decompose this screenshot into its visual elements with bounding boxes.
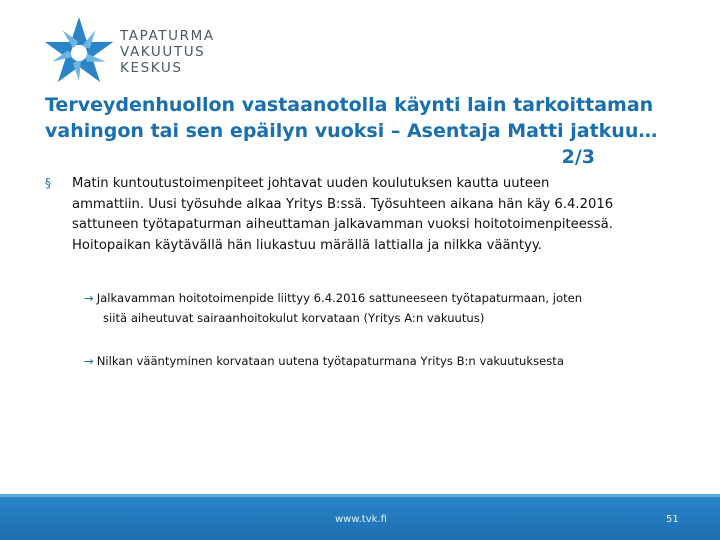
arrow-right-icon: →	[84, 291, 94, 305]
title-line-1: Terveydenhuollon vastaanotolla käynti lain tarkoittaman	[45, 94, 654, 116]
subpoint-text: siitä aiheutuvat sairaanhoitokulut korvataan (Yritys A:n vakuutus)	[103, 310, 485, 325]
subpoint-2	[84, 352, 704, 372]
subpoint-1	[84, 289, 704, 328]
subpoint-text: Jalkavamman hoitotoimenpide liittyy 6.4.2016 sattuneeseen työtapaturmaan, joten	[96, 291, 583, 305]
bullet-line: Hoitopaikan käytävällä hän liukastuu märällä lattialla ja nilkka vääntyy.	[72, 237, 542, 253]
footer-page-number: 51	[666, 514, 679, 525]
logo-line-2: VAKUUTUS	[120, 44, 206, 60]
logo-line-1: TAPATURMA	[120, 28, 215, 44]
logo-wordmark	[120, 28, 215, 76]
logo-line-3: KESKUS	[120, 60, 183, 76]
footer-url-link[interactable]: www.tvk.fi	[335, 514, 387, 525]
arrow-right-icon: →	[84, 354, 94, 368]
footer-divider	[0, 494, 720, 497]
slide-title	[45, 92, 658, 170]
bullet-line: Matin kuntoutustoimenpiteet johtavat uuden koulutuksen kautta uuteen	[72, 176, 550, 191]
bullet-line: ammattiin. Uusi työsuhde alkaa Yritys B:ssä. Työsuhteen aikana hän käy 6.4.2016	[72, 196, 614, 212]
tvk-logo-icon	[40, 14, 118, 92]
subpoint-text: Nilkan vääntyminen korvataan uutena työtapaturmana Yritys B:n vakuutuksesta	[96, 354, 564, 368]
bullet-line: sattuneen työtapaturman aiheuttaman jalkavamman vuoksi hoitotoimenpiteessä.	[72, 217, 613, 232]
title-line-2: vahingon tai sen epäilyn vuoksi – Asentaja Matti jatkuu…	[45, 120, 658, 142]
bullet-marker-icon: §	[45, 176, 51, 190]
bullet-paragraph	[72, 174, 712, 256]
title-page-indicator: 2/3	[561, 146, 595, 168]
